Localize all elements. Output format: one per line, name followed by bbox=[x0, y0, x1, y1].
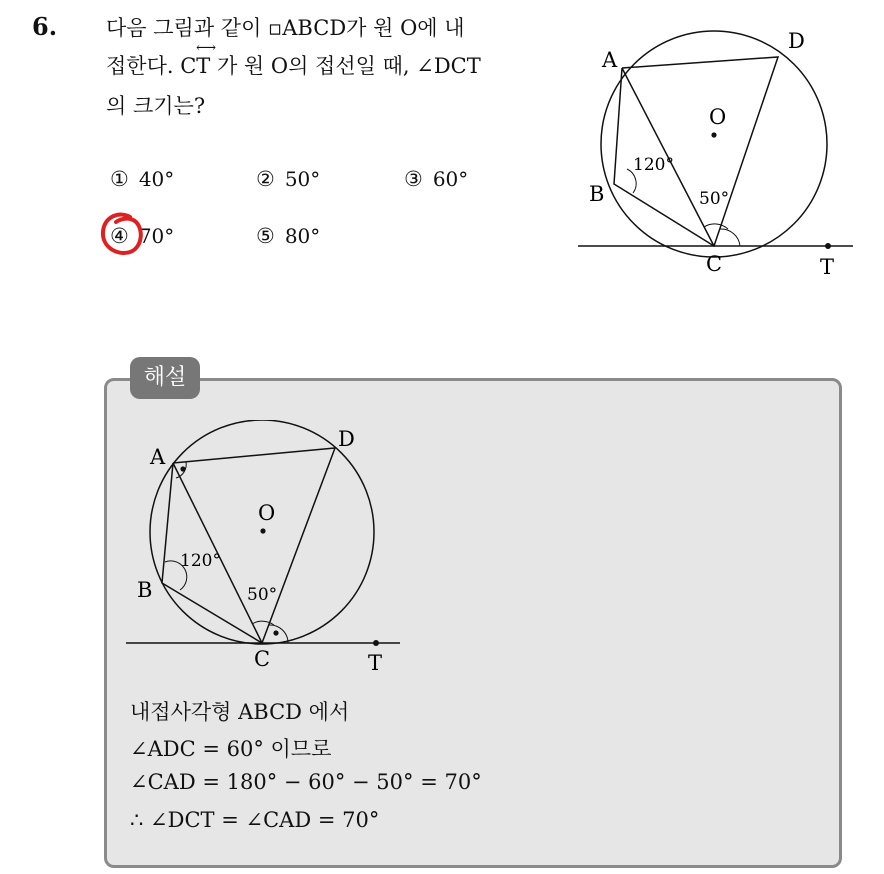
angle-b-label: 120° bbox=[633, 155, 674, 175]
answer-mark-icon bbox=[98, 208, 148, 260]
angle-c-label: 50° bbox=[699, 189, 730, 209]
solution-line-2: ∠ADC = 60° 이므로 bbox=[130, 737, 332, 761]
solution-label-t: T bbox=[368, 651, 383, 675]
solution-angle-dct-arc bbox=[269, 625, 288, 643]
angle-dct-arc bbox=[720, 229, 740, 246]
figure-geometry bbox=[578, 31, 853, 257]
option-3[interactable] bbox=[404, 167, 468, 191]
option-1-mark: ① bbox=[110, 167, 129, 191]
question-figure bbox=[574, 18, 860, 283]
option-5-text: 80° bbox=[284, 224, 321, 248]
option-1[interactable] bbox=[110, 167, 174, 191]
question-text-line1: 다음 그림과 같이 ▫ABCD가 원 O에 내 bbox=[106, 16, 465, 40]
solution-label-d: D bbox=[338, 427, 355, 451]
option-5-mark: ⑤ bbox=[256, 224, 275, 248]
center-point bbox=[711, 132, 716, 137]
question-number: 6. bbox=[32, 12, 58, 41]
label-t: T bbox=[820, 255, 835, 279]
solution-label-a: A bbox=[150, 445, 166, 469]
option-3-text: 60° bbox=[432, 167, 469, 191]
label-d: D bbox=[788, 29, 805, 53]
solution-angle-c-label: 50° bbox=[247, 585, 278, 605]
question-text-line2: 접한다. CT 가 원 O의 접선일 때, ∠DCT bbox=[106, 54, 481, 78]
label-a: A bbox=[602, 48, 618, 72]
solution-label-o: O bbox=[258, 501, 276, 525]
label-c: C bbox=[706, 252, 723, 276]
circle-o bbox=[601, 31, 827, 257]
solution-tag: 해설 bbox=[130, 357, 200, 399]
solution-figure-geometry bbox=[126, 420, 400, 646]
line-arrow-icon: ⟷ bbox=[196, 40, 217, 56]
option-4-text: 70° bbox=[138, 224, 175, 248]
option-2-mark: ② bbox=[256, 167, 275, 191]
option-2-text: 50° bbox=[284, 167, 321, 191]
option-2[interactable] bbox=[256, 167, 320, 191]
solution-quadrilateral-abcd bbox=[162, 448, 335, 643]
solution-line-1: 내접사각형 ABCD 에서 bbox=[130, 700, 350, 724]
solution-line-3: ∠CAD = 180° − 60° − 50° = 70° bbox=[130, 770, 482, 794]
label-o: O bbox=[709, 105, 727, 129]
solution-point-t bbox=[373, 640, 379, 646]
solution-label-c: C bbox=[254, 647, 271, 671]
quadrilateral-abcd bbox=[614, 57, 778, 246]
solution-label-b: B bbox=[137, 578, 153, 602]
solution-center-point bbox=[260, 528, 265, 533]
option-5[interactable] bbox=[256, 224, 320, 248]
label-b: B bbox=[589, 182, 605, 206]
solution-line-4: ∴ ∠DCT = ∠CAD = 70° bbox=[130, 808, 380, 832]
angle-c-dot bbox=[273, 630, 278, 635]
option-1-text: 40° bbox=[138, 167, 175, 191]
option-3-mark: ③ bbox=[404, 167, 423, 191]
point-t bbox=[825, 243, 831, 249]
option-4-mark: ④ bbox=[110, 224, 129, 248]
question-text-line3: 의 크기는? bbox=[106, 94, 206, 118]
solution-angle-b-label: 120° bbox=[180, 551, 221, 571]
angle-c-arc bbox=[704, 224, 728, 229]
solution-figure bbox=[122, 420, 412, 680]
